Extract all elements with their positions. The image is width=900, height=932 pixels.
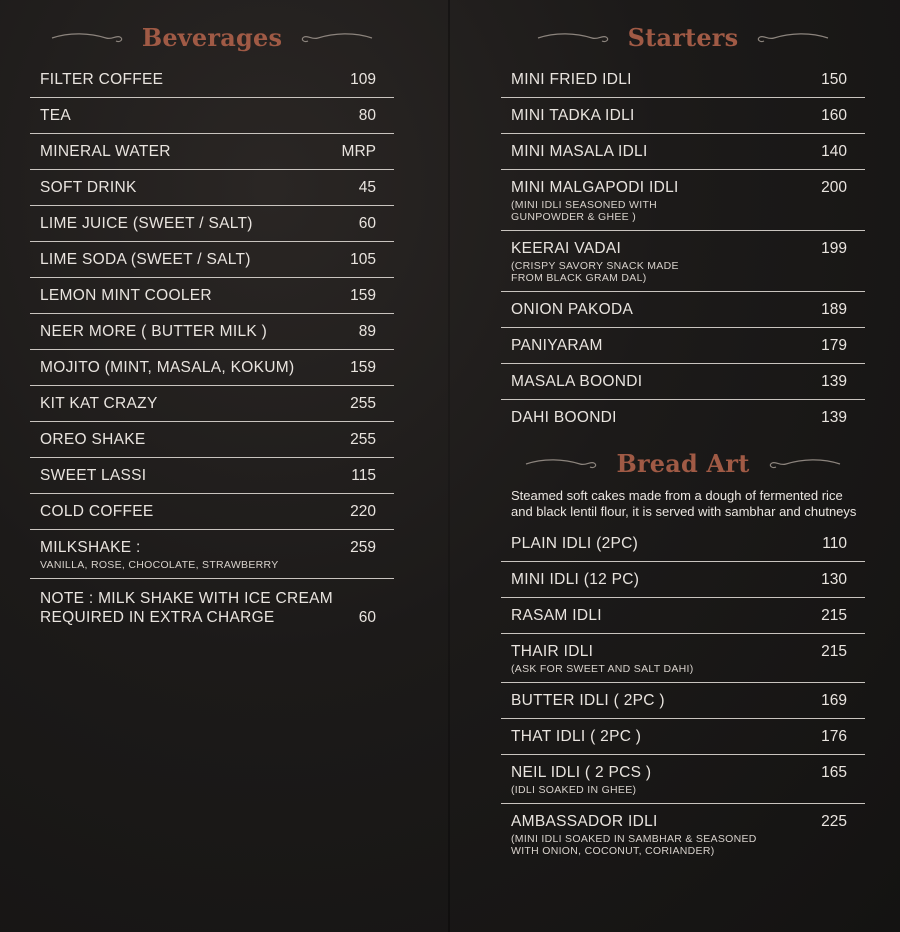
item-price: 169 xyxy=(821,692,847,709)
menu-item xyxy=(501,804,865,864)
item-name: MINI IDLI (12 PC) xyxy=(511,571,640,588)
menu-item xyxy=(30,242,394,278)
item-name: MINI MALGAPODI IDLI xyxy=(511,179,679,196)
item-price: 165 xyxy=(821,764,847,781)
item-price: 139 xyxy=(821,409,847,426)
item-price: 139 xyxy=(821,373,847,390)
item-name: MINI TADKA IDLI xyxy=(511,107,635,124)
beverages-column xyxy=(30,0,394,627)
menu-item xyxy=(501,62,865,98)
item-name: MINI MASALA IDLI xyxy=(511,143,648,160)
item-price: 225 xyxy=(821,813,847,830)
section-title: Starters xyxy=(627,23,739,52)
menu-item xyxy=(501,683,865,719)
item-price: 199 xyxy=(821,240,847,257)
bread-art-header xyxy=(501,449,865,478)
item-name: MASALA BOONDI xyxy=(511,373,643,390)
menu-item xyxy=(501,526,865,562)
item-price: 160 xyxy=(821,107,847,124)
item-name: THAIR IDLI xyxy=(511,643,594,660)
item-name: KEERAI VADAI xyxy=(511,240,622,257)
item-name: SWEET LASSI xyxy=(40,467,147,484)
note-line: REQUIRED IN EXTRA CHARGE xyxy=(40,609,275,626)
menu-item xyxy=(501,562,865,598)
item-description: VANILLA, ROSE, CHOCOLATE, STRAWBERRY xyxy=(40,559,279,571)
menu-item xyxy=(30,170,394,206)
item-name: TEA xyxy=(40,107,72,124)
item-name: RASAM IDLI xyxy=(511,607,602,624)
item-price: 255 xyxy=(350,395,376,412)
menu-item xyxy=(501,170,865,231)
menu-item xyxy=(30,98,394,134)
starters-column xyxy=(501,0,865,864)
menu-item xyxy=(30,62,394,98)
flourish-right-icon xyxy=(752,29,830,47)
menu-item xyxy=(501,98,865,134)
item-name: MINI FRIED IDLI xyxy=(511,71,632,88)
item-price: 130 xyxy=(821,571,847,588)
item-name: BUTTER IDLI ( 2PC ) xyxy=(511,692,665,709)
menu-item xyxy=(30,422,394,458)
item-description: (CRISPY SAVORY SNACK MADE xyxy=(511,260,679,272)
beverages-header xyxy=(30,23,394,62)
menu-item xyxy=(30,134,394,170)
item-description: (ASK FOR SWEET AND SALT DAHI) xyxy=(511,663,694,675)
menu-item xyxy=(30,350,394,386)
item-name: DAHI BOONDI xyxy=(511,409,617,426)
menu-item xyxy=(501,719,865,755)
menu-item xyxy=(30,458,394,494)
menu-item xyxy=(501,634,865,683)
item-price: 200 xyxy=(821,179,847,196)
item-name: LEMON MINT COOLER xyxy=(40,287,212,304)
note-line: NOTE : MILK SHAKE WITH ICE CREAM xyxy=(40,590,333,607)
menu-item xyxy=(501,598,865,634)
bread-art-intro: Steamed soft cakes made from a dough of fermented rice and black lentil flour, it is served with sambhar and chutneys xyxy=(511,488,857,519)
item-price: 115 xyxy=(351,467,376,484)
item-description: GUNPOWDER & GHEE ) xyxy=(511,211,636,223)
item-name: LIME JUICE (SWEET / SALT) xyxy=(40,215,253,232)
item-price: MRP xyxy=(341,143,376,160)
menu-item xyxy=(30,278,394,314)
menu-item xyxy=(501,755,865,804)
item-name: SOFT DRINK xyxy=(40,179,137,196)
menu-item xyxy=(30,494,394,530)
item-name: FILTER COFFEE xyxy=(40,71,164,88)
item-name: NEIL IDLI ( 2 PCS ) xyxy=(511,764,652,781)
item-name: MINERAL WATER xyxy=(40,143,171,160)
flourish-right-icon xyxy=(296,29,374,47)
menu-item xyxy=(501,292,865,328)
item-name: NEER MORE ( BUTTER MILK ) xyxy=(40,323,268,340)
item-price: 60 xyxy=(358,215,376,232)
menu-item xyxy=(30,386,394,422)
section-title: Bread Art xyxy=(616,449,750,478)
note-text xyxy=(40,589,340,627)
milkshake-note xyxy=(30,579,394,627)
menu-item xyxy=(501,364,865,400)
menu-item xyxy=(501,328,865,364)
item-price: 159 xyxy=(350,359,376,376)
flourish-right-icon xyxy=(764,455,842,473)
item-name: PLAIN IDLI (2PC) xyxy=(511,535,639,552)
flourish-left-icon xyxy=(50,29,128,47)
item-price: 150 xyxy=(821,71,847,88)
item-name: COLD COFFEE xyxy=(40,503,154,520)
item-price: 179 xyxy=(821,337,847,354)
item-name: THAT IDLI ( 2PC ) xyxy=(511,728,642,745)
item-price: 109 xyxy=(350,71,376,88)
item-price: 215 xyxy=(821,607,847,624)
note-price: 60 xyxy=(358,609,376,626)
item-price: 80 xyxy=(358,107,376,124)
menu-item xyxy=(501,400,865,435)
page-fold xyxy=(448,0,450,932)
item-price: 255 xyxy=(350,431,376,448)
item-name: KIT KAT CRAZY xyxy=(40,395,158,412)
flourish-left-icon xyxy=(524,455,602,473)
item-price: 259 xyxy=(350,539,376,556)
menu-item xyxy=(501,134,865,170)
item-price: 105 xyxy=(350,251,376,268)
item-name: MOJITO (MINT, MASALA, KOKUM) xyxy=(40,359,295,376)
item-name: ONION PAKODA xyxy=(511,301,634,318)
menu-item xyxy=(30,314,394,350)
item-name: PANIYARAM xyxy=(511,337,603,354)
section-title: Beverages xyxy=(141,23,283,52)
item-price: 110 xyxy=(822,535,847,552)
menu-item xyxy=(501,231,865,292)
menu-item xyxy=(30,206,394,242)
item-price: 189 xyxy=(821,301,847,318)
item-price: 215 xyxy=(821,643,847,660)
item-description: WITH ONION, COCONUT, CORIANDER) xyxy=(511,845,715,857)
item-description: FROM BLACK GRAM DAL) xyxy=(511,272,647,284)
item-description: (IDLI SOAKED IN GHEE) xyxy=(511,784,637,796)
item-description: (MINI IDLI SEASONED WITH xyxy=(511,199,658,211)
item-price: 140 xyxy=(821,143,847,160)
item-description: (MINI IDLI SOAKED IN SAMBHAR & SEASONED xyxy=(511,833,757,845)
flourish-left-icon xyxy=(536,29,614,47)
starters-header xyxy=(501,23,865,62)
menu-item xyxy=(30,530,394,579)
item-price: 45 xyxy=(358,179,376,196)
item-name: LIME SODA (SWEET / SALT) xyxy=(40,251,251,268)
item-price: 159 xyxy=(350,287,376,304)
item-price: 220 xyxy=(350,503,376,520)
item-price: 89 xyxy=(358,323,376,340)
item-price: 176 xyxy=(821,728,847,745)
item-name: OREO SHAKE xyxy=(40,431,146,448)
item-name: AMBASSADOR IDLI xyxy=(511,813,658,830)
item-name: MILKSHAKE : xyxy=(40,539,141,556)
